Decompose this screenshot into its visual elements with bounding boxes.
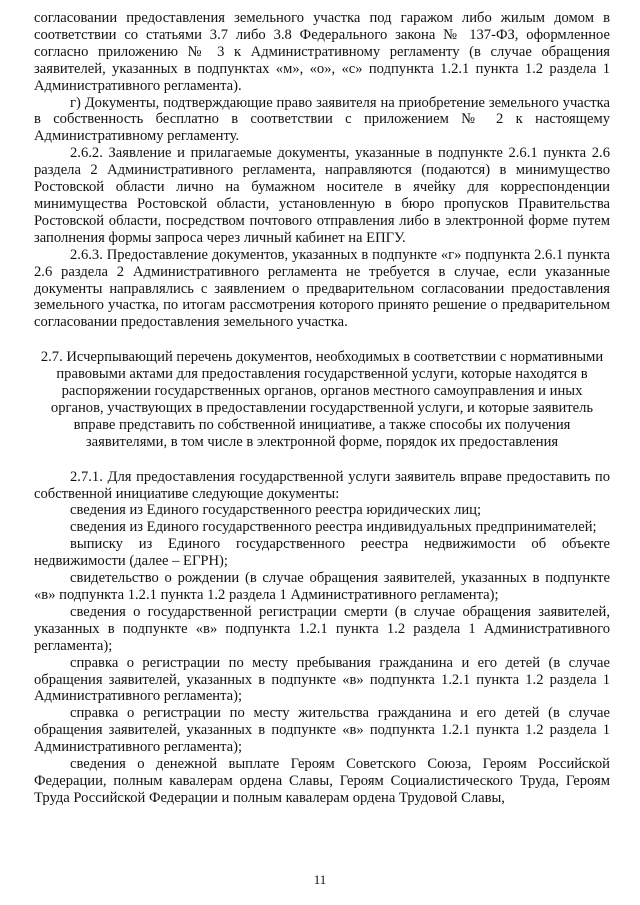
list-item-birth-certificate: свидетельство о рождении (в случае обращения заявителей, указанных в подпункте «в» подпункта 1.2.1 пункта 1.2 раздела 1 Административного регламента); <box>34 570 610 603</box>
document-page <box>34 10 610 807</box>
paragraph-2-6-2: 2.6.2. Заявление и прилагаемые документы, указанные в подпункте 2.6.1 пункта 2.6 раздела 2 Административного регламента, направляются (подаются) в минимущество Ростовской области лично на бумажном носителе в ячейку для корреспонденции минимущества Ростовской области, установленную в бюро пропусков Правительства Ростовской области, посредством почтового отправления либо в электронной форме путем заполнения формы запроса через личный кабинет на ЕПГУ. <box>34 145 610 246</box>
spacer <box>34 331 610 349</box>
list-item-residence-registration: справка о регистрации по месту жительства гражданина и его детей (в случае обращения заявителей, указанных в подпункте «в» подпункта 1.2.1 пункта 1.2 раздела 1 Административного регламента); <box>34 705 610 756</box>
list-item-heroes-payment: сведения о денежной выплате Героям Советского Союза, Героям Российской Федерации, полным кавалерам ордена Славы, Героям Социалистического Труда, Героям Труда Российской Федерации и полным кавалерам ордена Трудовой Славы, <box>34 756 610 806</box>
paragraph-continuation: согласовании предоставления земельного участка под гаражом либо жилым домом в соответствии со статьями 3.7 либо 3.8 Федерального закона № 137-ФЗ, оформленное согласно приложению № 3 к Административному регламенту (в случае обращения заявителей, указанных в подпунктах «м», «о», «с» подпункта 1.2.1 пункта 1.2 раздела 1 Административного регламента). <box>34 10 610 94</box>
page-number: 11 <box>313 872 327 887</box>
list-item-egrul: сведения из Единого государственного реестра юридических лиц; <box>70 502 482 519</box>
paragraph-2-6-3: 2.6.3. Предоставление документов, указанных в подпункте «г» подпункта 2.6.1 пункта 2.6 раздела 2 Административного регламента не требуется в случае, если указанные документы направлялись с заявлением о предварительном согласовании предоставления земельного участка, по итогам рассмотрения которого принято решение о предварительном согласовании предоставления земельного участка. <box>34 246 610 331</box>
paragraph-item-g: г) Документы, подтверждающие право заявителя на приобретение земельного участка в собственность бесплатно в соответствии с приложением № 2 к настоящему Административному регламенту. <box>34 94 610 145</box>
list-item-egrip: сведения из Единого государственного реестра индивидуальных предпринимателей; <box>70 519 597 536</box>
list-item-egrn: выписку из Единого государственного реестра недвижимости об объекте недвижимости (далее – ЕГРН); <box>34 536 610 570</box>
spacer <box>34 451 610 469</box>
paragraph-2-7-1: 2.7.1. Для предоставления государственной услуги заявитель вправе предоставить по собственной инициативе следующие документы: <box>34 468 610 502</box>
section-heading-2-7: 2.7. Исчерпывающий перечень документов, необходимых в соответствии с нормативными правовыми актами для предоставления государственной услуги, которые находятся в распоряжении государственных органов, органов местного самоуправления и иных органов, участвующих в предоставлении государственной услуги, и которые заявитель вправе представить по собственной инициативе, а также способы их получения заявителями, в том числе в электронной форме, порядок их предоставления <box>40 349 604 450</box>
list-item-death-registration: сведения о государственной регистрации смерти (в случае обращения заявителей, указанных в подпункте «в» подпункта 1.2.1 пункта 1.2 раздела 1 Административного регламента); <box>34 603 610 654</box>
list-item-stay-registration: справка о регистрации по месту пребывания гражданина и его детей (в случае обращения заявителей, указанных в подпункте «в» подпункта 1.2.1 пункта 1.2 раздела 1 Административного регламента); <box>34 654 610 705</box>
